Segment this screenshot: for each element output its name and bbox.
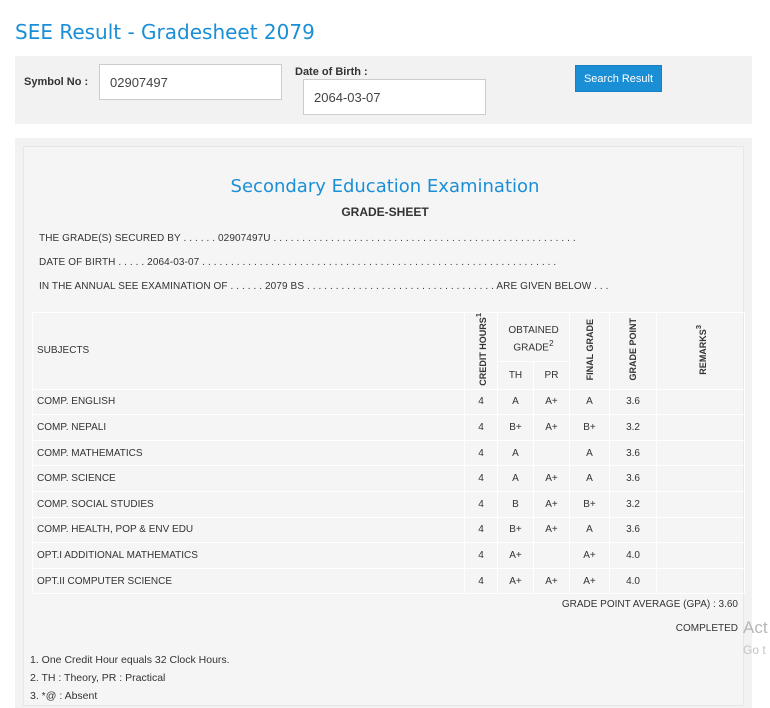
- exam-title: Secondary Education Examination: [230, 176, 540, 197]
- header-grade-point: GRADE POINT: [610, 313, 657, 390]
- credit-cell: 4: [465, 517, 498, 543]
- grade-point-cell: 3.6: [610, 389, 657, 415]
- dob-label: Date of Birth :: [295, 66, 368, 78]
- table-row: [33, 440, 745, 466]
- final-grade-cell: A+: [570, 568, 610, 594]
- footnote-item: 2. TH : Theory, PR : Practical: [30, 672, 166, 684]
- credit-cell: 4: [465, 389, 498, 415]
- symbol-no-input[interactable]: [99, 64, 282, 100]
- footnotes: [30, 651, 230, 705]
- subject-cell: COMP. ENGLISH: [33, 389, 465, 415]
- th-grade-cell: A+: [498, 568, 534, 594]
- credit-cell: 4: [465, 466, 498, 492]
- grade-point-cell: 4.0: [610, 568, 657, 594]
- subject-cell: OPT.I ADDITIONAL MATHEMATICS: [33, 543, 465, 569]
- table-row: [33, 492, 745, 518]
- th-grade-cell: A: [498, 389, 534, 415]
- final-grade-cell: A: [570, 517, 610, 543]
- subject-cell: COMP. SOCIAL STUDIES: [33, 492, 465, 518]
- gradesheet-title: GRADE-SHEET: [341, 205, 429, 219]
- grade-point-cell: 3.6: [610, 517, 657, 543]
- table-row: [33, 415, 745, 441]
- th-grade-cell: B+: [498, 517, 534, 543]
- table-row: [33, 517, 745, 543]
- remarks-cell: [657, 415, 745, 441]
- grade-table: [32, 312, 745, 594]
- header-obtained-grade: OBTAINED GRADE$^2$: [498, 313, 570, 362]
- credit-cell: 4: [465, 415, 498, 441]
- pr-grade-cell: A+: [534, 568, 570, 594]
- header-th: TH: [498, 362, 534, 389]
- gpa-summary: GRADE POINT AVERAGE (GPA) : 3.60: [561, 599, 738, 610]
- final-grade-cell: A: [570, 466, 610, 492]
- final-grade-cell: B+: [570, 492, 610, 518]
- subject-cell: COMP. MATHEMATICS: [33, 440, 465, 466]
- pr-grade-cell: [534, 543, 570, 569]
- remarks-cell: [657, 517, 745, 543]
- final-grade-cell: A+: [570, 543, 610, 569]
- remarks-cell: [657, 466, 745, 492]
- table-row: [33, 568, 745, 594]
- final-grade-cell: A: [570, 440, 610, 466]
- remarks-cell: [657, 389, 745, 415]
- os-watermark-line1: Act: [743, 618, 768, 637]
- info-exam-year: IN THE ANNUAL SEE EXAMINATION OF . . . . . . 2079 BS . . . . . . . . . . . . . . . . . . . . . . . . . . . . . . . . . ARE GIVEN BELOW . . .: [39, 281, 609, 292]
- final-grade-cell: A: [570, 389, 610, 415]
- header-credit-hours: CREDIT HOURS$^1$: [465, 313, 498, 390]
- header-subjects: SUBJECTS: [33, 313, 465, 390]
- table-row: [33, 543, 745, 569]
- info-grades-secured: THE GRADE(S) SECURED BY . . . . . . 02907497U . . . . . . . . . . . . . . . . . . . . . . . . . . . . . . . . . . . . . . . . . . . . . . . . . . . . .: [39, 233, 576, 244]
- th-grade-cell: A+: [498, 543, 534, 569]
- dob-input[interactable]: [303, 79, 486, 115]
- final-grade-cell: B+: [570, 415, 610, 441]
- pr-grade-cell: A+: [534, 492, 570, 518]
- os-watermark-line2: Go t: [743, 643, 766, 657]
- footnote-item: 1. One Credit Hour equals 32 Clock Hours.: [30, 654, 230, 666]
- subject-cell: COMP. NEPALI: [33, 415, 465, 441]
- pr-grade-cell: A+: [534, 415, 570, 441]
- pr-grade-cell: A+: [534, 517, 570, 543]
- credit-cell: 4: [465, 440, 498, 466]
- table-row: [33, 389, 745, 415]
- credit-cell: 4: [465, 568, 498, 594]
- header-pr: PR: [534, 362, 570, 389]
- th-grade-cell: B: [498, 492, 534, 518]
- remarks-cell: [657, 543, 745, 569]
- table-row: [33, 466, 745, 492]
- symbol-label: Symbol No :: [24, 76, 89, 88]
- page-title: SEE Result - Gradesheet 2079: [15, 20, 315, 44]
- pr-grade-cell: A+: [534, 389, 570, 415]
- subject-cell: COMP. HEALTH, POP & ENV EDU: [33, 517, 465, 543]
- pr-grade-cell: [534, 440, 570, 466]
- th-grade-cell: B+: [498, 415, 534, 441]
- header-final-grade: FINAL GRADE: [570, 313, 610, 390]
- grade-point-cell: 4.0: [610, 543, 657, 569]
- credit-cell: 4: [465, 492, 498, 518]
- header-remarks: REMARKS$^3$: [657, 313, 745, 390]
- remarks-cell: [657, 568, 745, 594]
- subject-cell: COMP. SCIENCE: [33, 466, 465, 492]
- grade-point-cell: 3.6: [610, 440, 657, 466]
- search-panel: [15, 56, 752, 124]
- pr-grade-cell: A+: [534, 466, 570, 492]
- grade-point-cell: 3.6: [610, 466, 657, 492]
- grade-point-cell: 3.2: [610, 415, 657, 441]
- footnote-item: 3. *@ : Absent: [30, 690, 98, 702]
- remarks-cell: [657, 440, 745, 466]
- credit-cell: 4: [465, 543, 498, 569]
- remarks-cell: [657, 492, 745, 518]
- grade-point-cell: 3.2: [610, 492, 657, 518]
- search-result-button[interactable]: Search Result: [575, 65, 662, 92]
- completion-status: COMPLETED: [675, 623, 738, 634]
- th-grade-cell: A: [498, 466, 534, 492]
- info-date-of-birth: DATE OF BIRTH . . . . . 2064-03-07 . . . . . . . . . . . . . . . . . . . . . . . . . . . . . . . . . . . . . . . . . . . . . . . . . . . . . . . . . . . . . .: [39, 257, 557, 268]
- subject-cell: OPT.II COMPUTER SCIENCE: [33, 568, 465, 594]
- th-grade-cell: A: [498, 440, 534, 466]
